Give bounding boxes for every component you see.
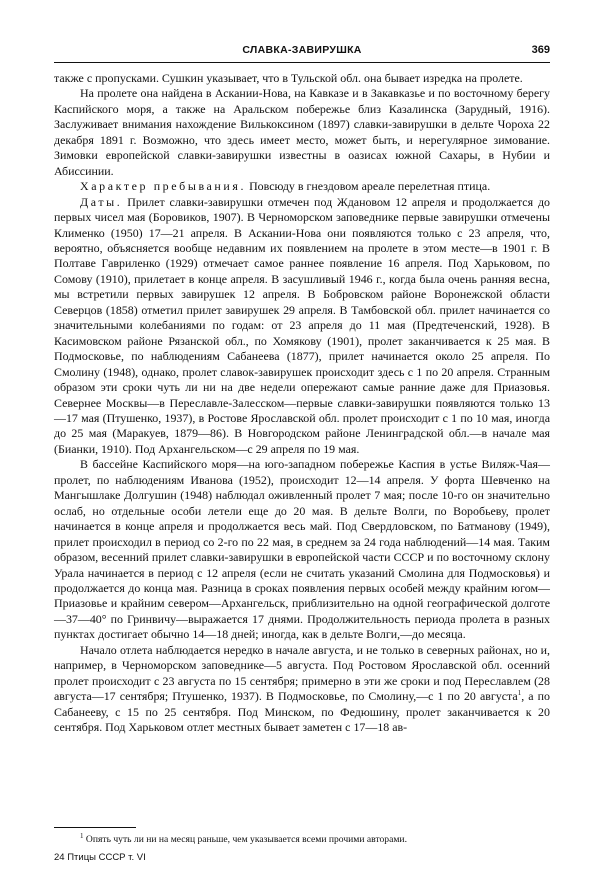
paragraph-departure bbox=[54, 643, 550, 736]
paragraph-caspian: В бассейне Каспийского моря—на юго-западном побережье Каспия в устье Виляж-Чая—пролет, по наблюдениям Иванова (1952), происходит 12—14 апреля. У форта Шевченко на Мангышлаке Долгушин (1948) наблюдал оживленный пролет 7 мая; после 10-го он значительно ослаб, но отдельные особи летели еще до 20 мая. В дельте Волги, по Воробьеву, пролет начинается в конце апреля и продолжается весь май. Под Свердловском, по Батманову (1949), прилет происходил в период со 2-го по 22 мая, в среднем за 24 года наблюдений—14 мая. Таким образом, весенний прилет славки-завирушки в европейской части СССР и по восточному склону Урала начинается в период с 12 апреля (если не считать указаний Смолина для Подмосковья) и продолжается до конца мая. Разница в сроках появления первых особей между крайним югом—Приазовье и крайним севером—Архангельск, приблизительно на одной географической долготе—37—40° по Гринвичу—выражается 17 днями. Продолжительность периода пролета в разных пунктах достигает обычно 14—18 дней; иногда, как в дельте Волги,—до месяца. bbox=[54, 457, 550, 642]
paragraph-migration-range: На пролете она найдена в Аскании-Нова, на Кавказе и в Закавказье и по восточному берегу Каспийского моря, а также на Аральском побережье близ Казалинска (Зарудный, 1916). Заслуживает внимания нахождение Вилькоксином (1897) славки-завирушки в дельте Чороха 22 декабря 1891 г. Возможно, что здесь имеет место, может быть, и нерегулярное зимование. Зимовки европейской славки-завирушки известны в оазисах южной Сахары, в Нубии и Абиссинии. bbox=[54, 86, 550, 178]
footnote-text: Опять чуть ли ни на месяц раньше, чем указывается всеми прочими авторами. bbox=[83, 834, 407, 845]
paragraph-residence-character bbox=[54, 179, 550, 194]
running-title: СЛАВКА-ЗАВИРУШКА bbox=[242, 44, 362, 56]
paragraph-continuation: также с пропусками. Сушкин указывает, что в Тульской обл. она бывает изредка на пролете. bbox=[54, 71, 523, 85]
footnote-reference: 1 bbox=[517, 689, 522, 698]
footnote-divider bbox=[54, 827, 136, 828]
footnote-mark: 1 bbox=[80, 831, 84, 840]
section-lead-dates: Даты. bbox=[80, 194, 123, 209]
running-header bbox=[54, 44, 550, 63]
paragraph-dates bbox=[54, 195, 550, 458]
footnote bbox=[54, 831, 550, 846]
paragraph-departure-end: , а по Сабанееву, с 15 по 25 сентября. Под Минском, по Федюшину, пролет заканчивается к 20 сентября. Под Харьковом отлет местных бывает заметен с 17—18 ав- bbox=[54, 689, 550, 735]
body-text bbox=[54, 71, 550, 735]
paragraph-dates-text: Прилет славки-завирушки отмечен под Ждановом 12 апреля и продолжается до первых чисел мая (Боровиков, 1907). В Черноморском заповеднике первые завирушки отмечены Клименко (1950) 17—21 апреля. В Аскании-Нова они появляются только с 23 апреля, что, вероятно, объясняется вообще недавним их появлением на пролете в этом месте—в 1901 г. В Полтаве Гавриленко (1929) отмечает самое раннее появление 16 апреля. Под Харьковом, по Сомову (1910), прилетает в конце апреля. В засушливый 1946 г., когда была очень ранняя весна, мы встретили первых завирушек 12 апреля. В Бобровском районе Воронежской области Северцов (1858) отметил прилет завирушек 29 апреля. В Тамбовской обл. прилет начинается со значительными колебаниями по годам: от 23 апреля до 11 мая (Предтеченский, 1928). В Касимовском районе Рязанской обл., по Хомякову (1901), пролет заканчивается к 25 мая. В Подмосковье, по наблюдениям Сабанеева (1877), прилет начинается около 25 апреля. По Смолину (1948), однако, пролет славок-завирушек происходит здесь с 1 по 20 апреля. Странным образом эти сроки чуть ли ни на две недели опережают самые ранние даже для Приазовья. Севернее Москвы—в Переславле-Залесском—первые славки-завирушки появляются только 13—17 мая (Птушенко, 1937), в Ростове Ярославской обл. пролет происходит с 1 по 10 мая, иногда до 25 мая (Маракуев, 1879—86). В Новгородском районе Ленинградской обл.—в начале мая (Бианки, 1910). Под Архангельском—с 29 апреля по 19 мая. bbox=[54, 194, 550, 456]
paragraph-departure-start: Начало отлета наблюдается нередко в начале августа, и не только в северных районах, но и, например, в Черноморском заповеднике—5 августа. Под Ростовом Ярославской обл. осенний пролет происходит с 23 августа по 15 сентября; примерно в эти же сроки и под Переславлем (28 августа—17 сентября; Птушенко, 1937). В Подмосковье, по Смолину,—с 1 по 20 августа bbox=[54, 642, 550, 704]
page-number: 369 bbox=[531, 44, 550, 56]
section-lead-residence: Характер пребывания. bbox=[80, 179, 247, 194]
printer-signature: 24 Птицы СССР т. VI bbox=[54, 852, 146, 863]
paragraph-residence-text: Повсюду в гнездовом ареале перелетная птица. bbox=[246, 179, 491, 194]
